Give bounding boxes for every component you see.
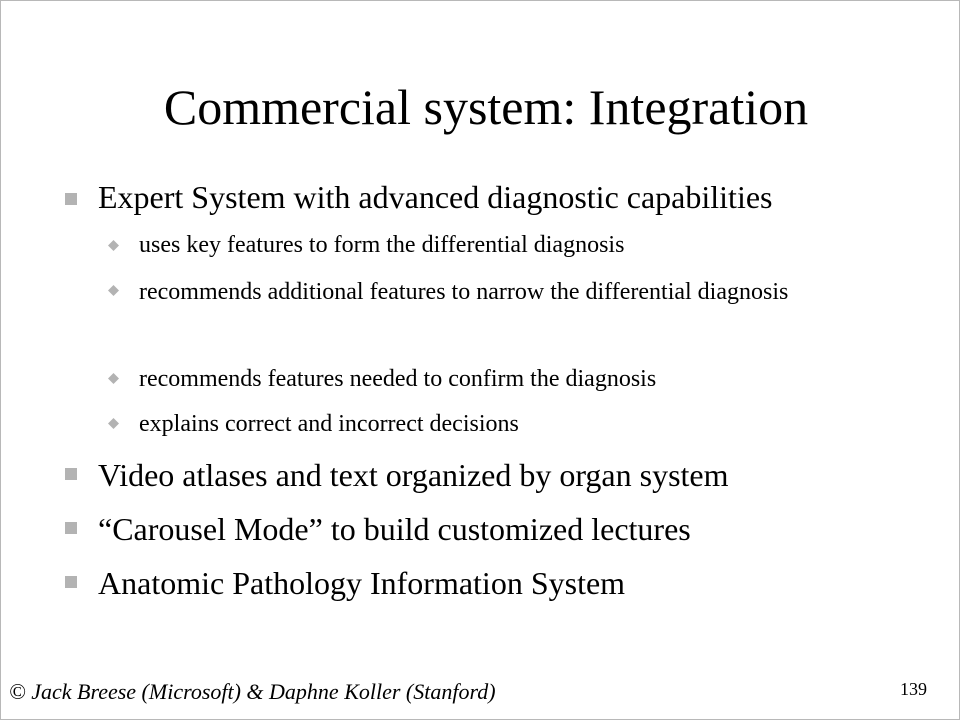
bullet-diamond-icon [108,285,119,296]
sub-bullet-text: explains correct and incorrect decisions [139,411,519,437]
bullet-square-icon [65,576,77,588]
bullet-diamond-icon [108,240,119,251]
bullet-diamond-icon [108,418,119,429]
bullet-square-icon [65,468,77,480]
sub-bullet-text: recommends additional features to narrow the differential diagnosis [139,279,789,305]
footer-credit: © Jack Breese (Microsoft) & Daphne Koller (Stanford) [9,679,496,704]
bullet-square-icon [65,193,77,205]
slide-title: Commercial system: Integration [163,79,809,135]
bullet-text: Anatomic Pathology Information System [98,565,626,601]
bullet-square-icon [65,522,77,534]
bullet-text: Video atlases and text organized by organ system [98,457,729,493]
bullet-text: Expert System with advanced diagnostic capabilities [98,179,773,215]
page-number: 139 [900,679,927,699]
sub-bullet-text: uses key features to form the differential diagnosis [139,232,625,258]
bullet-text: “Carousel Mode” to build customized lectures [98,511,691,547]
sub-bullet-text: recommends features needed to confirm the diagnosis [139,366,657,392]
bullet-diamond-icon [108,373,119,384]
